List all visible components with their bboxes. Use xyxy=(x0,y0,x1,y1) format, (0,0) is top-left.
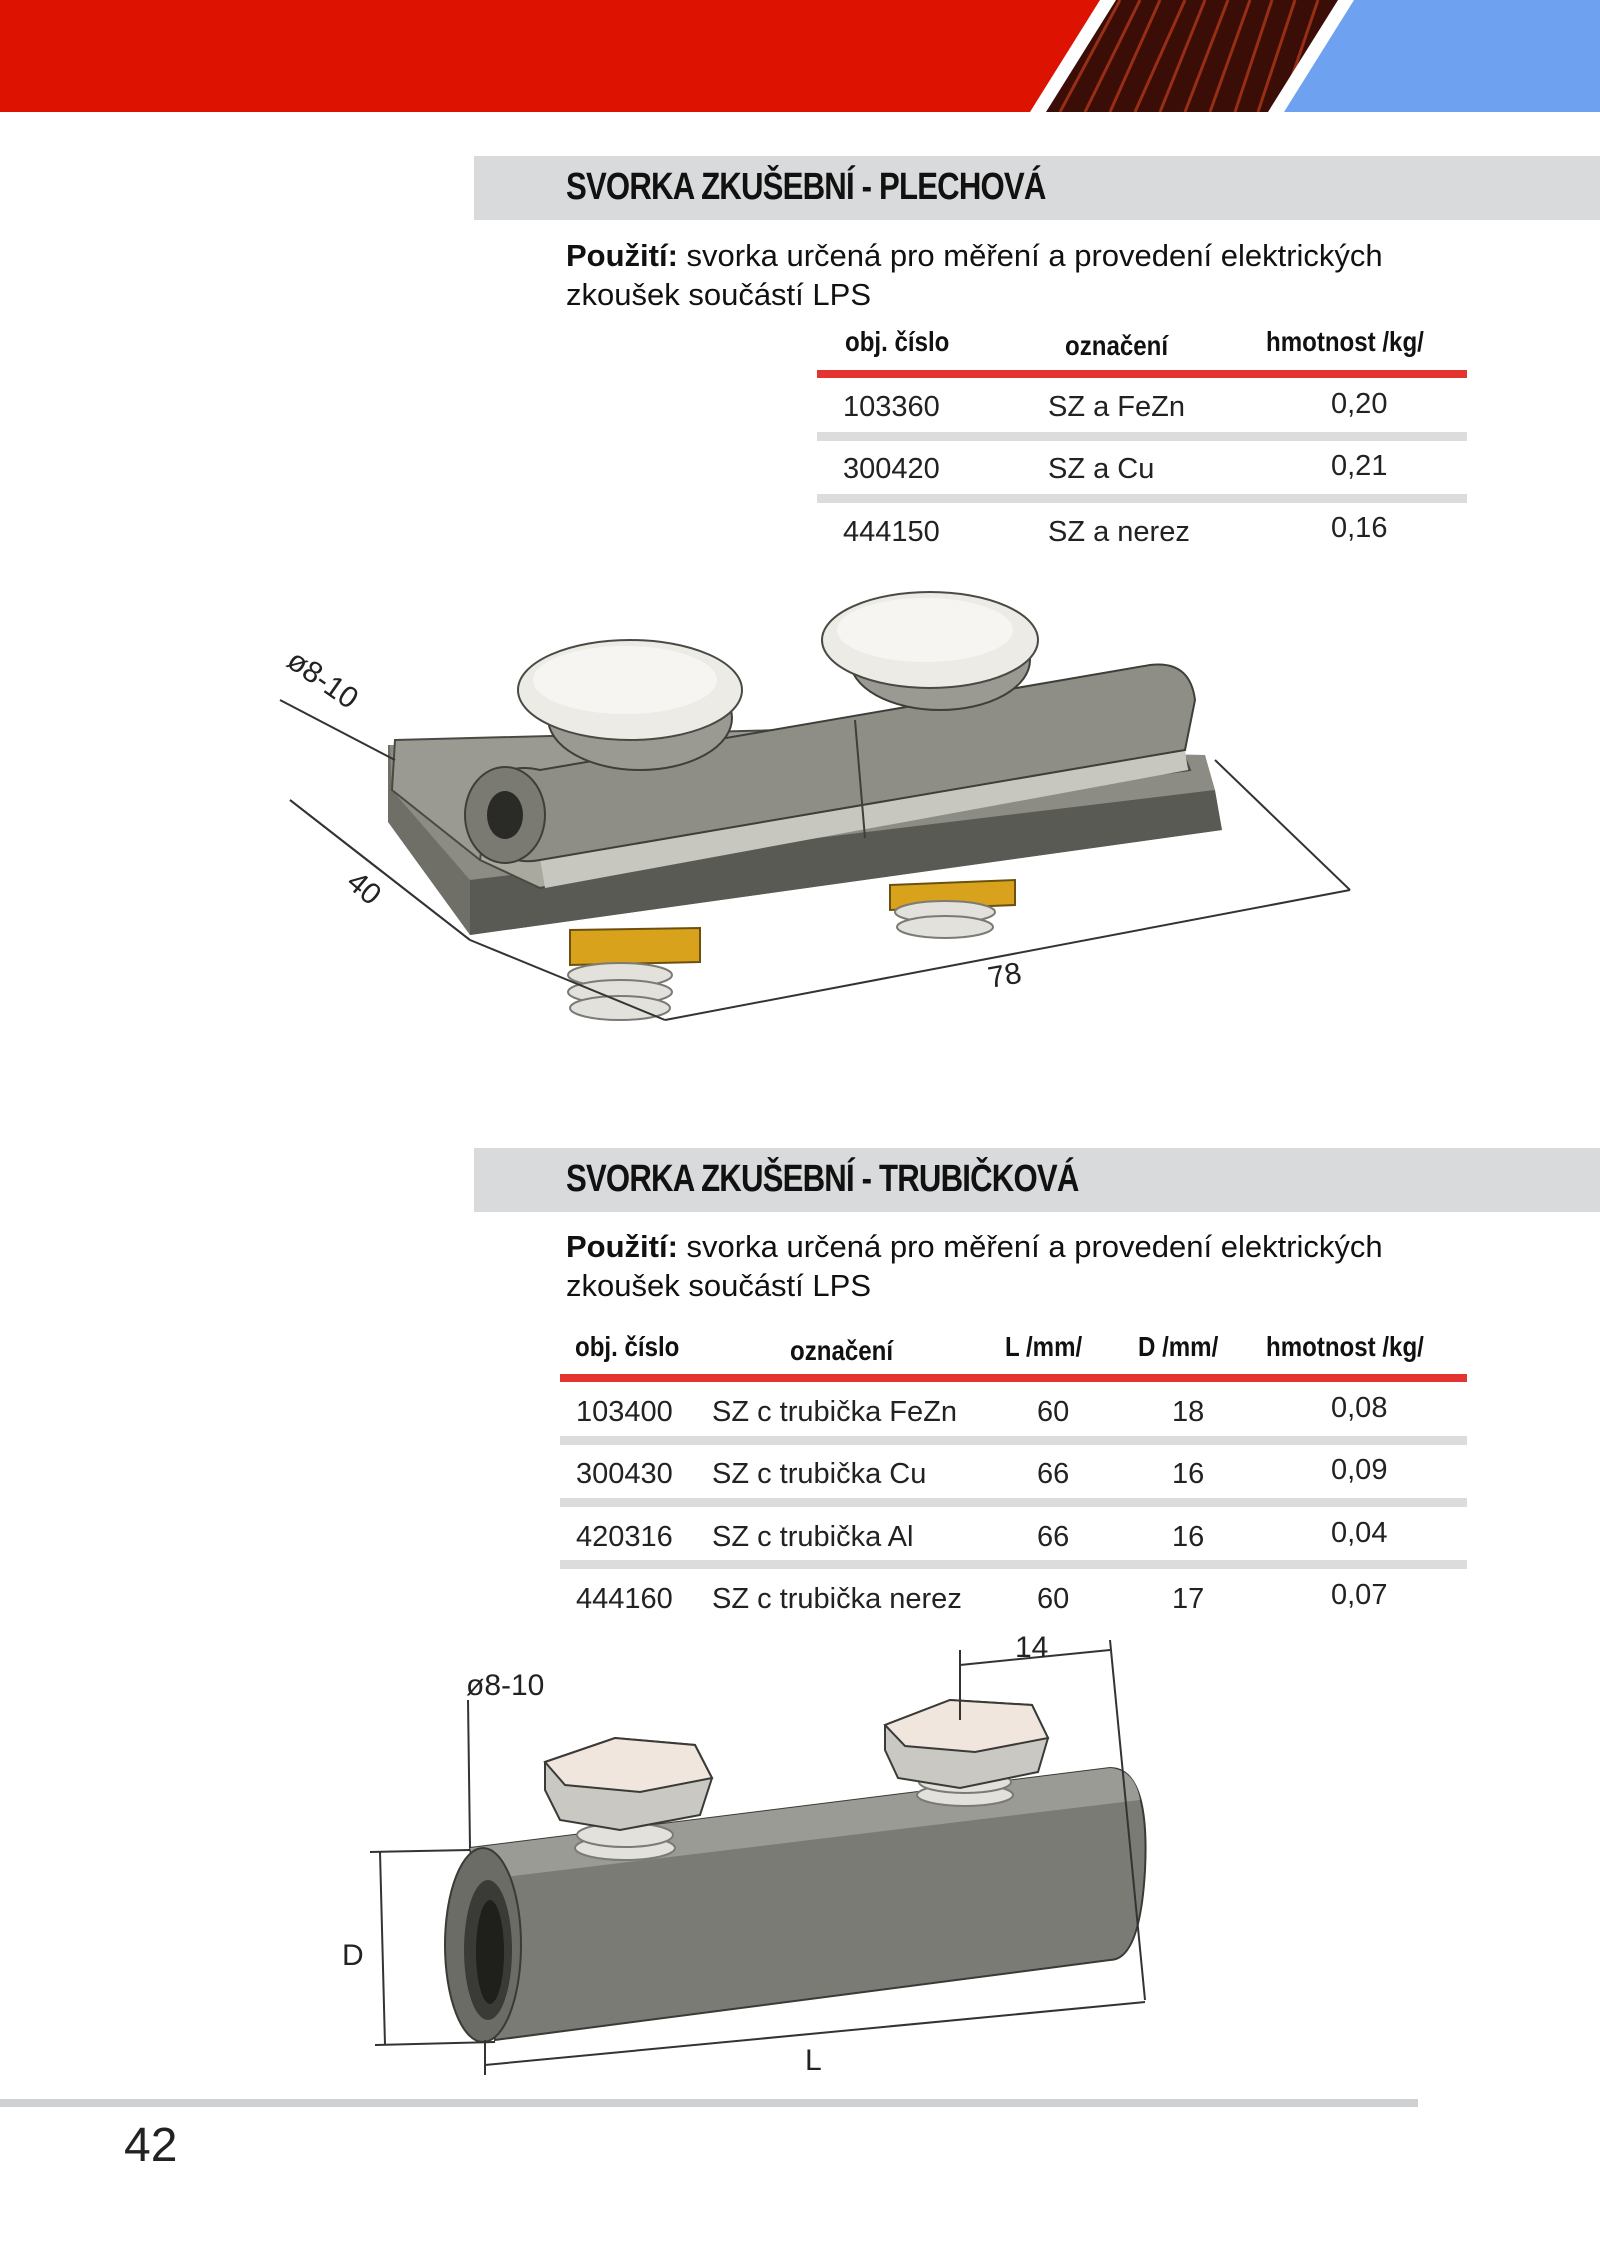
table-cell-designation: SZ c trubička Cu xyxy=(712,1458,927,1490)
table-cell-code: 444160 xyxy=(576,1583,673,1615)
dimension-label-D: D xyxy=(342,1939,364,1972)
col-header-hmotnost: hmotnost /kg/ xyxy=(1266,326,1424,357)
section-header-plechova xyxy=(474,156,1600,220)
col-header-oznaceni: označení xyxy=(1065,330,1169,361)
table-cell-designation: SZ c trubička FeZn xyxy=(712,1396,957,1428)
usage-label: Použití: xyxy=(566,238,678,273)
table-header-rule xyxy=(817,370,1467,378)
dimension-label-diameter: ø8-10 xyxy=(466,1669,545,1702)
col-header-oznaceni: označení xyxy=(790,1335,894,1366)
dimension-label-bolt-spacing: 14 xyxy=(1015,1631,1049,1664)
table-cell-code: 300420 xyxy=(843,453,940,485)
table-header-rule xyxy=(560,1374,1467,1382)
dimension-label-L: L xyxy=(805,2044,822,2077)
table-cell-weight: 0,04 xyxy=(1331,1517,1388,1549)
col-header-L: L /mm/ xyxy=(1005,1331,1083,1362)
table-cell-L: 60 xyxy=(1037,1583,1070,1615)
section-header-trubickova xyxy=(474,1148,1600,1212)
usage-text: svorka určená pro měření a provedení elektrických zkoušek součástí LPS xyxy=(566,238,1383,312)
usage-text: svorka určená pro měření a provedení elektrických zkoušek součástí LPS xyxy=(566,1229,1383,1303)
table-cell-designation: SZ c trubička Al xyxy=(712,1521,914,1553)
col-header-obj-cislo: obj. číslo xyxy=(845,326,950,357)
table-cell-L: 60 xyxy=(1037,1396,1070,1428)
plate-clamp-illustration xyxy=(270,575,1380,1055)
table-cell-L: 66 xyxy=(1037,1521,1070,1553)
table-cell-code: 103360 xyxy=(843,391,940,423)
table-cell-weight: 0,07 xyxy=(1331,1579,1388,1611)
table-cell-D: 16 xyxy=(1172,1458,1205,1490)
table-cell-designation: SZ a nerez xyxy=(1048,516,1190,548)
table-cell-weight: 0,21 xyxy=(1331,450,1388,482)
table-cell-designation: SZ a FeZn xyxy=(1048,391,1185,423)
table-cell-D: 17 xyxy=(1172,1583,1205,1615)
tube-clamp-illustration xyxy=(330,1620,1190,2090)
table-cell-designation: SZ a Cu xyxy=(1048,453,1155,485)
section-title: SVORKA ZKUŠEBNÍ - PLECHOVÁ xyxy=(566,166,1046,208)
row-divider xyxy=(817,432,1467,441)
table-cell-code: 420316 xyxy=(576,1521,673,1553)
table-cell-designation: SZ c trubička nerez xyxy=(712,1583,962,1615)
table-cell-L: 66 xyxy=(1037,1458,1070,1490)
usage-description xyxy=(566,1227,1466,1305)
table-cell-D: 18 xyxy=(1172,1396,1205,1428)
dimension-label-diameter: ø8-10 xyxy=(280,643,365,716)
col-header-hmotnost: hmotnost /kg/ xyxy=(1266,1331,1424,1362)
top-banner xyxy=(0,0,1600,112)
row-divider xyxy=(560,1436,1467,1445)
col-header-D: D /mm/ xyxy=(1138,1331,1219,1362)
row-divider xyxy=(817,494,1467,503)
table-cell-code: 300430 xyxy=(576,1458,673,1490)
usage-description xyxy=(566,236,1466,314)
dimension-label-width: 40 xyxy=(340,865,388,912)
table-cell-weight: 0,08 xyxy=(1331,1392,1388,1424)
table-cell-weight: 0,16 xyxy=(1331,512,1388,544)
row-divider xyxy=(560,1560,1467,1569)
table-cell-code: 444150 xyxy=(843,516,940,548)
usage-label: Použití: xyxy=(566,1229,678,1264)
section-title: SVORKA ZKUŠEBNÍ - TRUBIČKOVÁ xyxy=(566,1158,1079,1200)
table-cell-D: 16 xyxy=(1172,1521,1205,1553)
table-cell-weight: 0,20 xyxy=(1331,388,1388,420)
page-number: 42 xyxy=(124,2119,178,2172)
footer-rule xyxy=(0,2099,1418,2107)
dimension-label-length: 78 xyxy=(985,956,1025,995)
col-header-obj-cislo: obj. číslo xyxy=(575,1331,680,1362)
table-cell-weight: 0,09 xyxy=(1331,1454,1388,1486)
table-cell-code: 103400 xyxy=(576,1396,673,1428)
row-divider xyxy=(560,1498,1467,1507)
